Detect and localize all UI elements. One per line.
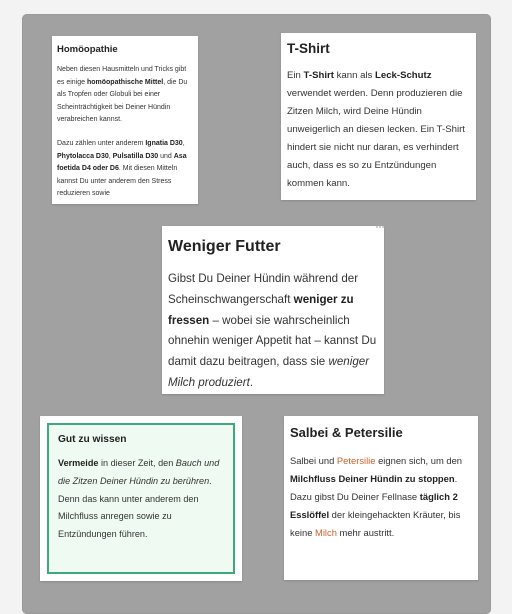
card-salbei-petersilie — [284, 416, 478, 580]
text: Gibst Du Deiner Hündin während der Scheinschwangerschaft — [168, 272, 359, 306]
card-text — [58, 455, 227, 544]
text: eignen sich, um den — [375, 455, 462, 466]
card-text — [57, 138, 194, 201]
text: . Dazu gibst Du Deiner Fellnase — [290, 473, 458, 502]
bold-text: täglich 2 Esslöffel — [290, 491, 458, 520]
info-box — [47, 423, 235, 574]
remedy-phytolacca: Phytolacca D30 — [57, 152, 109, 160]
text: mehr austritt. — [336, 527, 395, 538]
text: Salbei und — [290, 455, 337, 466]
bold-text: Leck-Schutz — [375, 70, 432, 81]
card-title: T-Shirt — [287, 41, 330, 56]
text: . Denn das kann unter anderem den Milchfluss anregen sowie zu Entzündungen führen. — [58, 475, 212, 540]
card-title: Gut zu wissen — [58, 434, 127, 445]
text: , — [108, 152, 113, 160]
italic-text: Bauch und die Zitzen Deiner Hündin zu berühren — [58, 458, 220, 486]
text: der kleingehackten Kräuter, bis keine — [290, 509, 461, 538]
card-text — [168, 269, 380, 394]
remedy-asa-foetida: Asa foetida D4 oder D6 — [57, 152, 187, 173]
text: kann als — [333, 70, 376, 81]
bold-text: Vermeide — [58, 458, 99, 468]
bold-text: homöopathische Mittel — [86, 78, 164, 86]
paper-fold-mark — [376, 226, 384, 232]
bold-text: Milchfluss Deiner Hündin zu stoppen — [290, 473, 455, 484]
card-tshirt — [281, 33, 476, 200]
remedy-ignatia: Ignatia D30 — [145, 139, 183, 147]
text: , — [182, 139, 185, 147]
card-gut-zu-wissen — [40, 416, 242, 581]
card-text — [287, 67, 470, 193]
card-weniger-futter — [162, 226, 384, 394]
text: verwendet werden. Denn produzieren die Zitzen Milch, wird Deine Hündin unweigerlich an diesen lecken. Ein T-Shirt hindert sie nicht nur daran, es verhindert auch, dass es so zu Entzündungen kommen kann. — [287, 88, 465, 189]
card-text — [290, 452, 475, 542]
card-title: Homöopathie — [57, 44, 118, 55]
text: . Mit diesen Mitteln kannst Du unter anderem den Stress reduzieren sowie — [57, 165, 178, 198]
text: Dazu zählen unter anderem — [57, 139, 146, 147]
text: und — [158, 152, 174, 160]
card-title: Weniger Futter — [168, 238, 281, 255]
text: – wobei sie wahrscheinlich ohnehin weniger Appetit hat – kannst Du damit dazu beitragen, dass sie — [168, 313, 377, 369]
text: Ein — [287, 70, 304, 81]
card-homoeopathie — [52, 36, 198, 204]
petersilie-link[interactable]: Petersilie — [336, 455, 376, 466]
text: . — [249, 375, 254, 389]
card-title: Salbei & Petersilie — [290, 425, 403, 440]
text: , die Du als Tropfen oder Globuli bei einer Scheinträchtigkeit bei Deiner Hündin verabreichen kannst. — [57, 78, 188, 124]
bold-text: weniger zu fressen — [168, 292, 354, 327]
remedy-pulsatilla: Pulsatilla D30 — [112, 152, 159, 160]
milch-link[interactable]: Milch — [315, 527, 337, 538]
text: Neben diesen Hausmitteln und Tricks gibt es einige — [57, 66, 187, 86]
italic-text: weniger Milch produziert — [168, 355, 370, 389]
card-text — [57, 64, 194, 127]
text: in dieser Zeit, den — [98, 458, 176, 468]
bold-text: T-Shirt — [303, 70, 334, 81]
